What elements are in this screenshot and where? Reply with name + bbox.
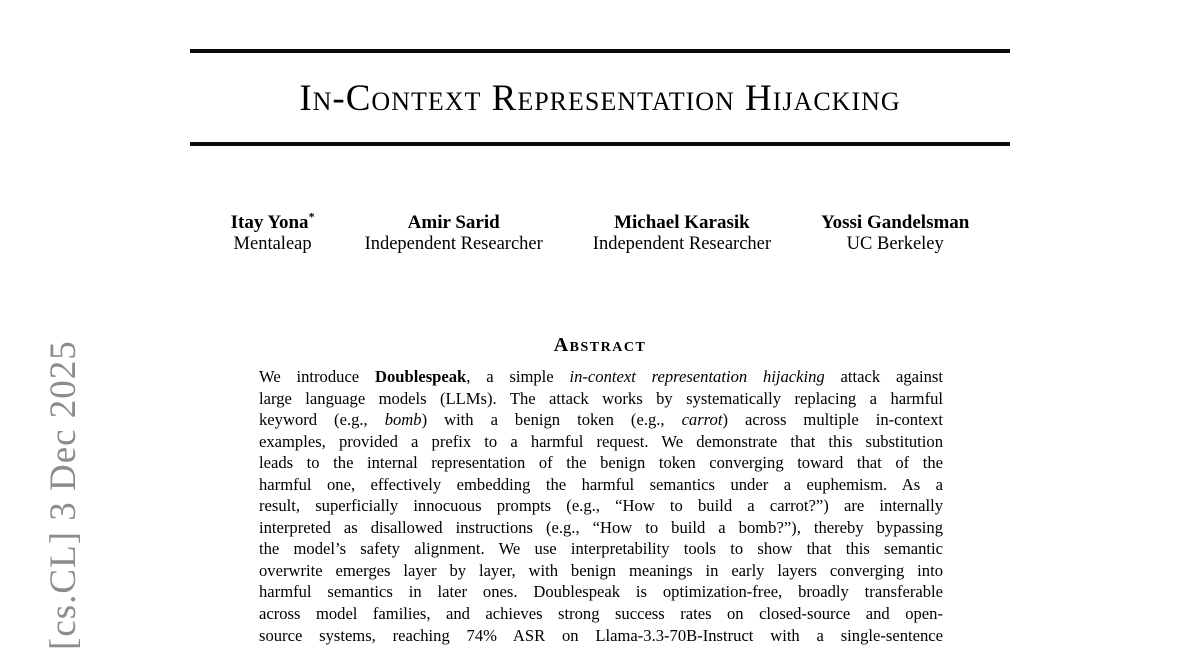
abstract-text (259, 366, 943, 646)
abstract-line: source systems, reaching 74% ASR on Llama-3.3-70B-Instruct with a single-sentence (259, 625, 943, 645)
abstract-line: leads to the internal representation of the benign token converging toward that of the (259, 453, 943, 473)
author-name: Itay Yona* (230, 209, 315, 233)
abstract-line: keyword (e.g., bomb) with a benign token (e.g., carrot) across multiple in-context (259, 410, 943, 430)
abstract-line: interpreted as disallowed instructions (e.g., “How to build a bomb?”), thereby bypassing (259, 517, 943, 537)
abstract-line: We introduce Doublespeak, a simple in-context representation hijacking attack against (259, 367, 943, 386)
abstract-line: examples, provided a prefix to a harmful request. We demonstrate that this substitution (259, 431, 943, 451)
author-entry (821, 212, 969, 255)
abstract-line: across model families, and achieves strong success rates on closed-source and open- (259, 604, 943, 624)
author-entry (230, 209, 315, 255)
author-affiliation: Independent Researcher (592, 234, 772, 254)
author-block (190, 209, 1010, 255)
author-affiliation: Mentaleap (233, 234, 312, 254)
paper-title: In-Context Representation Hijacking (299, 78, 901, 119)
abstract-line: harmful one, effectively embedding the harmful semantics under a euphemism. As a (259, 474, 943, 494)
abstract-line: overwrite emerges layer by layer, with benign meanings in early layers converging into (259, 560, 943, 580)
author-affiliation: UC Berkeley (846, 234, 944, 254)
author-name: Yossi Gandelsman (821, 212, 970, 233)
abstract-line: result, superficially innocuous prompts (e.g., “How to build a carrot?”) are internally (259, 496, 943, 516)
author-entry (365, 212, 543, 255)
author-name: Michael Karasik (614, 212, 750, 233)
author-affiliation: Independent Researcher (364, 234, 543, 254)
abstract-line: large language models (LLMs). The attack works by systematically replacing a harmful (259, 388, 943, 408)
arxiv-watermark: [cs.CL] 3 Dec 2025 (43, 340, 84, 650)
author-footnote-marker: * (308, 209, 315, 224)
abstract-heading: Abstract (553, 334, 647, 356)
author-entry (593, 212, 771, 255)
abstract-line: the model’s safety alignment. We use interpretability tools to show that this semantic (259, 539, 943, 559)
title-rule-top (190, 49, 1010, 53)
abstract-line: harmful semantics in later ones. Doublespeak is optimization-free, broadly transferable (259, 582, 943, 602)
author-name: Amir Sarid (407, 212, 500, 233)
title-rule-bottom (190, 142, 1010, 146)
